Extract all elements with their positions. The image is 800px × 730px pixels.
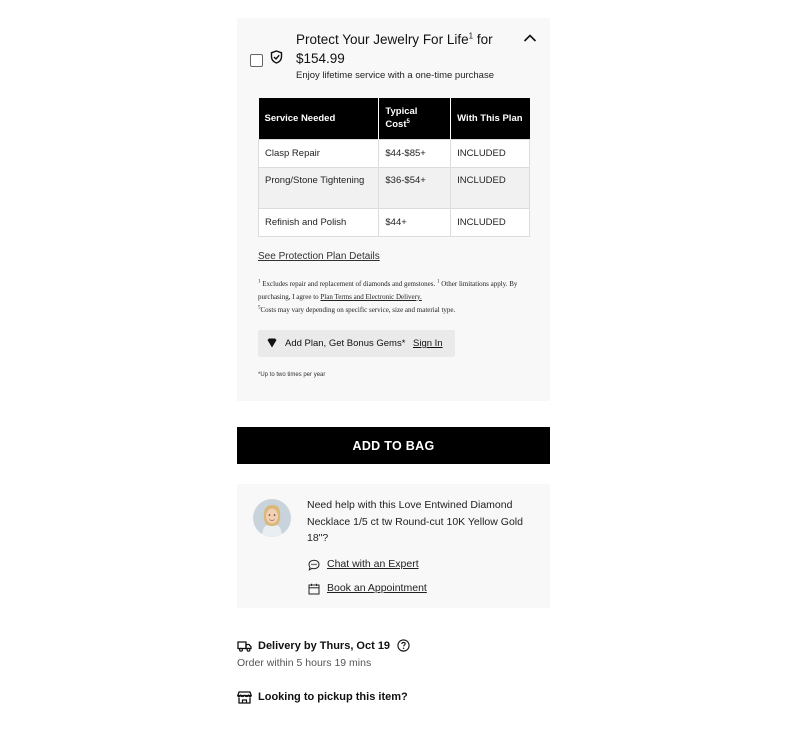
protection-plan-checkbox[interactable] <box>250 54 263 67</box>
protection-plan-panel <box>237 18 550 401</box>
add-to-bag-button[interactable]: ADD TO BAG <box>237 427 550 464</box>
bonus-gems-banner <box>258 330 455 357</box>
store-icon <box>237 691 252 704</box>
table-row <box>259 167 530 208</box>
table-cell: INCLUDED <box>451 208 530 236</box>
protection-plan-title: Protect Your Jewelry For Life$^1$ for $154.99 <box>296 31 493 66</box>
bonus-gems-label: Add Plan, Get Bonus Gems* <box>285 338 406 349</box>
service-table <box>258 98 530 237</box>
question-circle-icon[interactable] <box>397 639 410 652</box>
book-appointment-label: Book an Appointment <box>327 582 427 594</box>
fine-print: $^1$ Excludes repair and replacement of diamonds and gemstones. $^1$ Other limitations apply. By purchasing, I agree to Plan Terms and Electronic Delivery. <box>258 279 518 301</box>
table-cell: Prong/Stone Tightening <box>259 167 379 208</box>
calendar-icon <box>308 583 320 595</box>
delivery-info <box>237 638 557 656</box>
pickup-info[interactable] <box>237 689 557 707</box>
pickup-label: Looking to pickup this item? <box>258 691 408 703</box>
gem-icon <box>267 338 277 348</box>
sign-in-link[interactable]: Sign In <box>413 338 443 349</box>
chevron-up-icon[interactable] <box>523 33 537 43</box>
table-row <box>259 139 530 167</box>
protection-plan-subtitle: Enjoy lifetime service with a one-time purchase <box>296 70 495 81</box>
header-typical-cost: Typical Cost$^5$ <box>379 98 451 139</box>
chat-bubble-icon <box>308 559 320 571</box>
protection-plan-price: $154.99 <box>296 51 345 66</box>
chat-with-expert-label: Chat with an Expert <box>327 558 419 570</box>
truck-icon <box>237 640 252 652</box>
plan-terms-link[interactable]: Plan Terms and Electronic Delivery. <box>320 293 422 301</box>
header-service-needed: Service Needed <box>259 98 379 139</box>
expert-avatar <box>253 499 291 537</box>
table-cell: INCLUDED <box>451 139 530 167</box>
order-within-text: Order within 5 hours 19 mins <box>237 657 372 669</box>
shield-check-icon <box>270 50 283 64</box>
table-cell: $44+ <box>379 208 451 236</box>
protection-plan-details-link[interactable]: See Protection Plan Details <box>258 251 380 262</box>
help-question: Need help with this Love Entwined Diamond Necklace 1/5 ct tw Round-cut 10K Yellow Gold 18"? <box>307 499 523 544</box>
table-cell: Refinish and Polish <box>259 208 379 236</box>
delivery-label: Delivery by Thurs, Oct 19 <box>258 640 391 652</box>
table-cell: $36-$54+ <box>379 167 451 208</box>
table-cell: $44-$85+ <box>379 139 451 167</box>
expert-help-panel <box>237 484 550 608</box>
costs-note: $^5$Costs may vary depending on specific service, size and material type. <box>258 305 456 314</box>
table-cell: INCLUDED <box>451 167 530 208</box>
table-cell: Clasp Repair <box>259 139 379 167</box>
table-header-row <box>259 98 530 139</box>
bonus-gems-note: *Up to two times per year <box>258 372 326 378</box>
header-with-this-plan: With This Plan <box>451 98 530 139</box>
table-row <box>259 208 530 236</box>
